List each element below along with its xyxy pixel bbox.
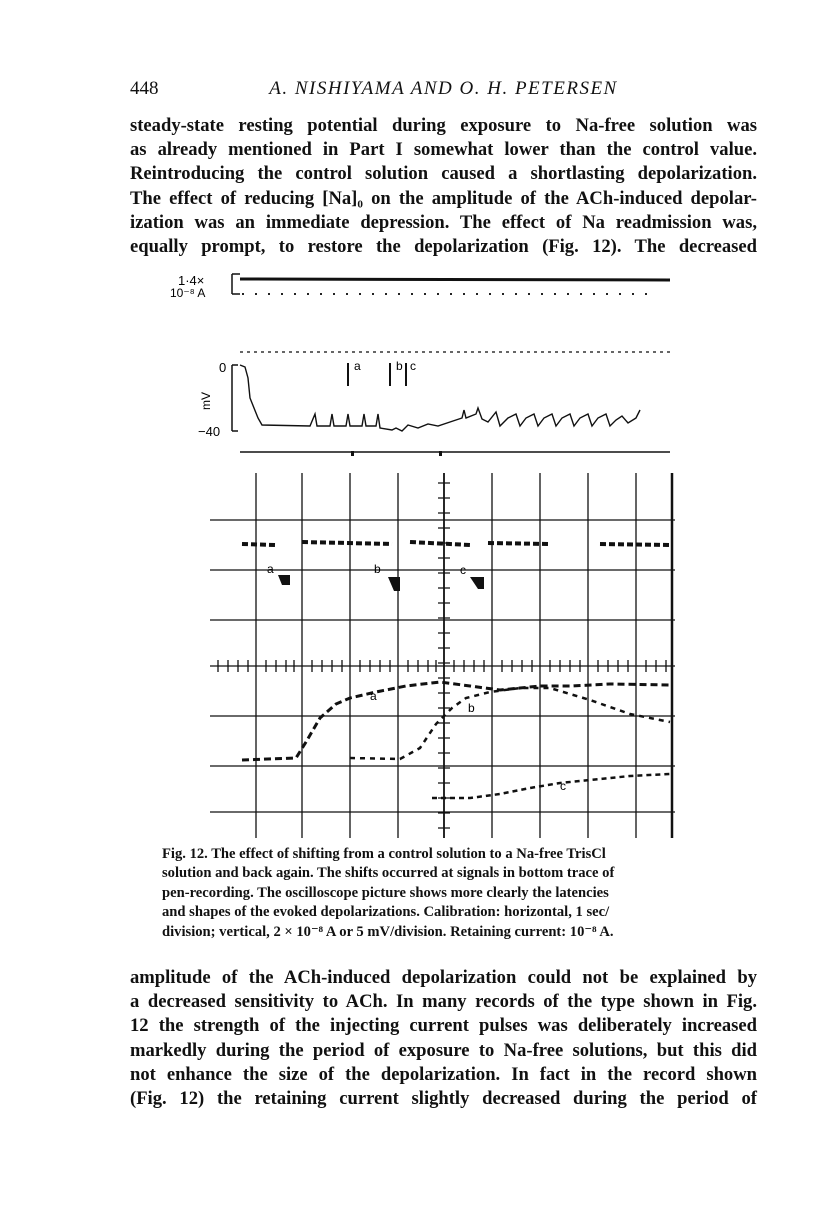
text-line: amplitude of the ACh-induced depolarization could not be explained by [130, 967, 757, 988]
text-line: 12 the strength of the injecting current pulses was deliberately increased [130, 1015, 757, 1037]
scope-current-pulses [278, 575, 484, 591]
pen-voltage-trace [240, 365, 640, 431]
text-line: The effect of reducing [Na]₀ on the amplitude of the ACh-induced depolar- [130, 187, 757, 209]
page-number: 448 [130, 78, 159, 99]
voltage-zero-label: 0 [219, 360, 227, 375]
caption-line: pen-recording. The oscilloscope picture shows more clearly the latencies [162, 884, 609, 901]
caption-line: Fig. 12. The effect of shifting from a control solution to a Na-free TrisCl [162, 846, 606, 862]
current-label-top: 1·4× [178, 273, 205, 288]
text-line: a decreased sensitivity to ACh. In many records of the type shown in Fig. [130, 991, 757, 1013]
scope-label-a: a [267, 562, 274, 576]
caption-line: division; vertical, 2 × 10⁻⁸ A or 5 mV/division. Retaining current: 10⁻⁸ A. [162, 923, 614, 940]
scope-response-c [432, 774, 670, 798]
response-label-c: c [560, 779, 566, 793]
voltage-scale-bracket [232, 365, 238, 431]
running-head: A. NISHIYAMA AND O. H. PETERSEN [269, 78, 618, 99]
voltage-unit-label: mV [199, 392, 213, 410]
figure-12 [170, 268, 690, 848]
text-line: as already mentioned in Part I somewhat lower than the control value. [130, 139, 757, 161]
response-label-b: b [468, 701, 475, 715]
scope-label-b: b [374, 562, 381, 576]
figure-caption [162, 845, 724, 942]
current-scale-bracket [232, 274, 240, 294]
text-line: Reintroducing the control solution caused a shortlasting depolarization. [130, 163, 757, 185]
current-label-bottom: 10⁻⁸ A [170, 286, 206, 300]
voltage-min-label: −40 [198, 424, 221, 439]
scope-label-c: c [460, 563, 466, 577]
response-label-a: a [370, 689, 377, 703]
scope-current-trace [242, 542, 670, 545]
text-line: equally prompt, to restore the depolarization (Fig. 12). The decreased [130, 236, 757, 258]
scope-response-a [242, 682, 670, 760]
body-paragraph-top [130, 114, 757, 259]
signal-c-label: c [410, 359, 416, 373]
text-line: not enhance the size of the depolarization. In fact in the record shown [130, 1063, 757, 1085]
text-line: ization was an immediate depression. The effect of Na readmission was, [130, 211, 757, 233]
signal-b-label: b [396, 359, 403, 373]
body-paragraph-bottom [130, 966, 757, 1111]
pen-signal-mark [351, 451, 354, 456]
current-trace [240, 279, 670, 280]
figure-graphic [170, 268, 690, 848]
text-line: steady-state resting potential during exposure to Na-free solution was [130, 115, 757, 136]
pen-signal-mark [439, 451, 442, 456]
text-line: (Fig. 12) the retaining current slightly decreased during the period of [130, 1088, 757, 1110]
caption-line: solution and back again. The shifts occurred at signals in bottom trace of [162, 865, 615, 882]
signal-a-label: a [354, 359, 361, 373]
text-line: markedly during the period of exposure to Na-free solutions, but this did [130, 1039, 757, 1061]
caption-line: and shapes of the evoked depolarizations. Calibration: horizontal, 1 sec/ [162, 904, 610, 921]
page-header [130, 78, 757, 108]
